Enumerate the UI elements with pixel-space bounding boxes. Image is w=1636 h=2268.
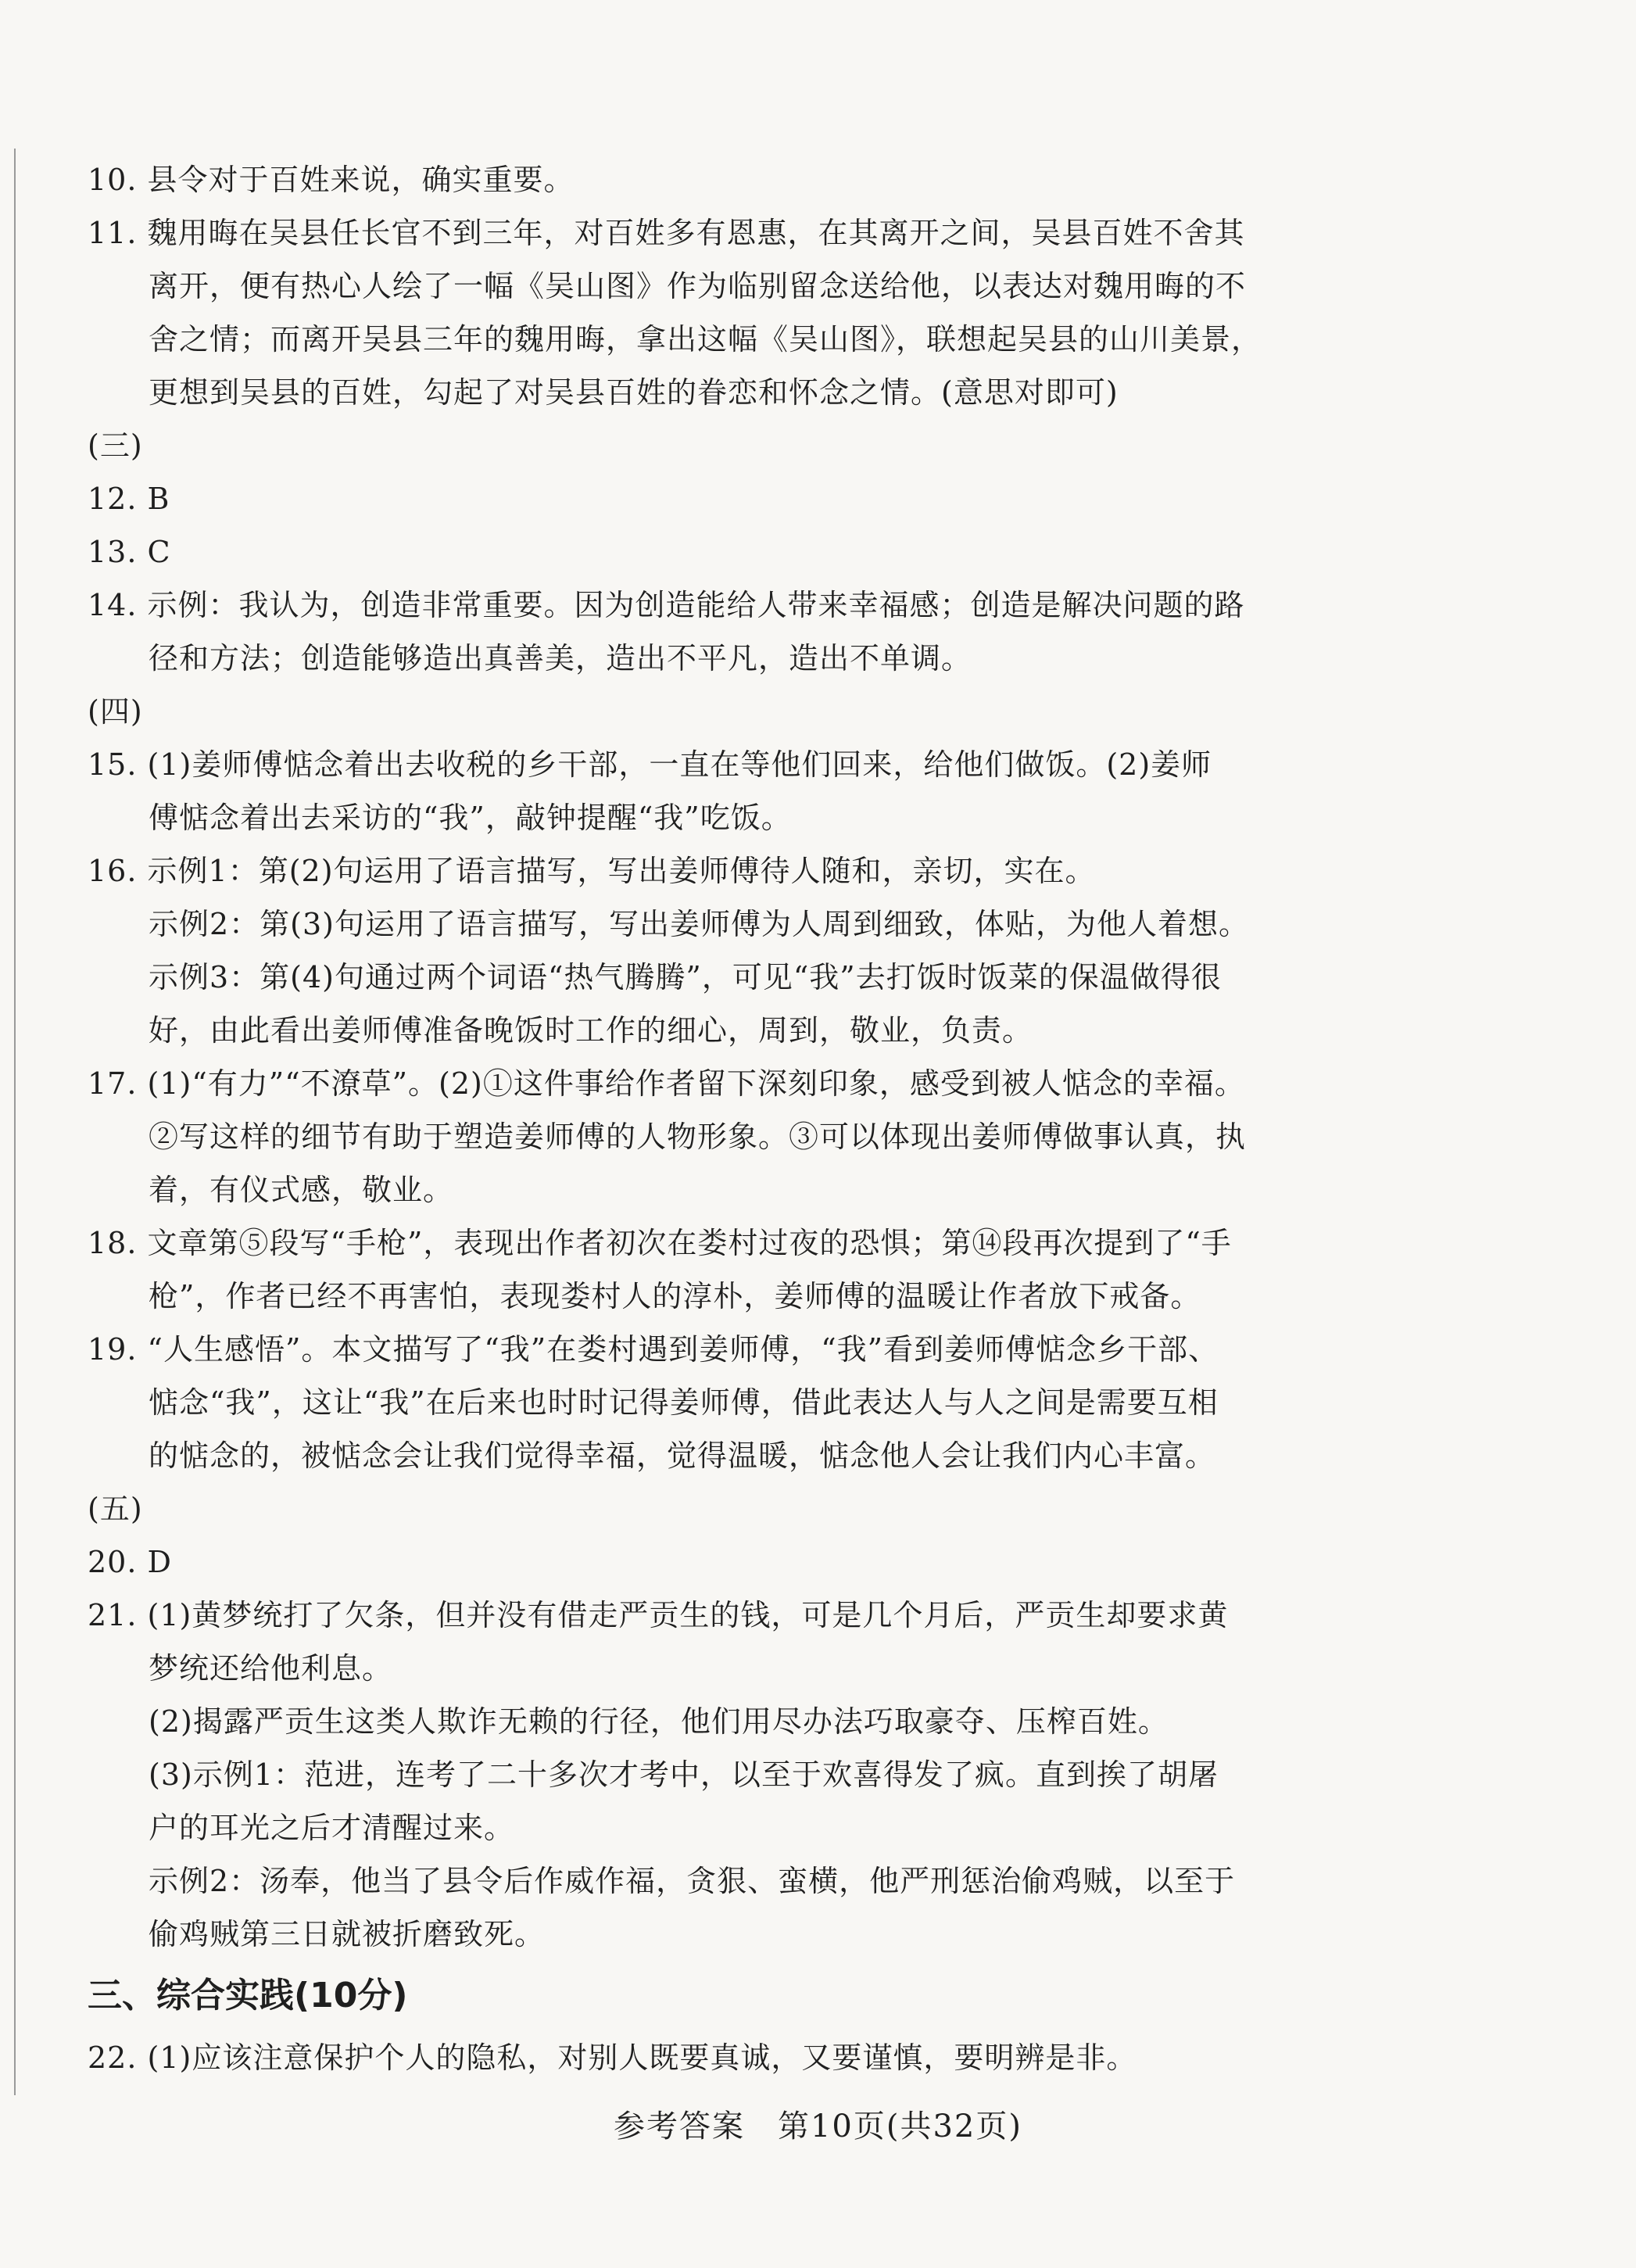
- section-marker-4: (四): [88, 694, 143, 729]
- answer-21-example-2: 示例2：汤奉，他当了县令后作威作福，贪狠、蛮横，他严刑惩治偷鸡贼，以至于: [149, 1864, 1236, 1898]
- answer-21-part-2: (2)揭露严贡生这类人欺诈无赖的行径，他们用尽办法巧取豪夺、压榨百姓。: [149, 1704, 1169, 1739]
- answer-18: 18. 文章第⑤段写“手枪”，表现出作者初次在娄村过夜的恐惧；第⑭段再次提到了“手: [88, 1226, 1232, 1260]
- answer-16-example-2: 示例2：第(3)句运用了语言描写，写出姜师傅为人周到细致，体贴，为他人着想。: [149, 907, 1250, 941]
- answer-17-cont: 着，有仪式感，敬业。: [149, 1173, 454, 1207]
- answer-17-cont: ②写这样的细节有助于塑造姜师傅的人物形象。③可以体现出姜师傅做事认真，执: [149, 1120, 1247, 1154]
- answer-21-part-3: (3)示例1：范进，连考了二十多次才考中，以至于欢喜得发了疯。直到挨了胡屠: [149, 1757, 1219, 1792]
- section-title-practice: 三、综合实践(10分): [88, 1976, 408, 2015]
- answer-19: 19. “人生感悟”。本文描写了“我”在娄村遇到姜师傅，“我”看到姜师傅惦念乡干部、: [88, 1332, 1219, 1367]
- answer-11-cont: 离开，便有热心人绘了一幅《吴山图》作为临别留念送给他，以表达对魏用晦的不: [149, 269, 1247, 303]
- answer-14: 14. 示例：我认为，创造非常重要。因为创造能给人带来幸福感；创造是解决问题的路: [88, 588, 1245, 622]
- page-footer: 参考答案 第10页(共32页): [613, 2109, 1022, 2144]
- answer-13: 13. C: [88, 535, 171, 569]
- answer-21: 21. (1)黄梦统打了欠条，但并没有借走严贡生的钱，可是几个月后，严贡生却要求黄: [88, 1598, 1229, 1632]
- answer-content: [88, 153, 1416, 2084]
- binding-margin-line: [14, 149, 16, 2095]
- answer-19-cont: 惦念“我”，这让“我”在后来也时时记得姜师傅，借此表达人与人之间是需要互相: [149, 1385, 1219, 1420]
- answer-12: 12. B: [88, 482, 170, 516]
- answer-21-cont: 梦统还给他利息。: [149, 1651, 393, 1686]
- answer-15-cont: 傅惦念着出去采访的“我”，敲钟提醒“我”吃饭。: [149, 801, 792, 835]
- answer-15: 15. (1)姜师傅惦念着出去收税的乡干部，一直在等他们回来，给他们做饭。(2)姜师: [88, 747, 1212, 782]
- answer-11-cont: 更想到吴县的百姓，勾起了对吴县百姓的眷恋和怀念之情。(意思对即可): [149, 375, 1119, 410]
- answer-11-cont: 舍之情；而离开吴县三年的魏用晦，拿出这幅《吴山图》，联想起吴县的山川美景，: [149, 322, 1262, 357]
- answer-14-cont: 径和方法；创造能够造出真善美，造出不平凡，造出不单调。: [149, 641, 972, 675]
- answer-17: 17. (1)“有力”“不潦草”。(2)①这件事给作者留下深刻印象，感受到被人惦念的幸福。: [88, 1066, 1245, 1101]
- answer-21-part-3-cont: 户的耳光之后才清醒过来。: [149, 1811, 515, 1845]
- section-marker-3: (三): [88, 428, 143, 463]
- answer-22: 22. (1)应该注意保护个人的隐私，对别人既要真诚，又要谨慎，要明辨是非。: [88, 2040, 1137, 2075]
- answer-18-cont: 枪”，作者已经不再害怕，表现娄村人的淳朴，姜师傅的温暖让作者放下戒备。: [149, 1279, 1201, 1313]
- answer-16-example-3: 示例3：第(4)句通过两个词语“热气腾腾”，可见“我”去打饭时饭菜的保温做得很: [149, 960, 1222, 994]
- answer-21-example-2-cont: 偷鸡贼第三日就被折磨致死。: [149, 1917, 546, 1951]
- answer-19-cont: 的惦念的，被惦念会让我们觉得幸福，觉得温暖，惦念他人会让我们内心丰富。: [149, 1439, 1216, 1473]
- answer-10: 10. 县令对于百姓来说，确实重要。: [88, 163, 575, 197]
- answer-20: 20. D: [88, 1545, 172, 1579]
- answer-11: 11. 魏用晦在吴县任长官不到三年，对百姓多有恩惠，在其离开之间，吴县百姓不舍其: [88, 216, 1245, 250]
- section-marker-5: (五): [88, 1492, 143, 1526]
- answer-16: 16. 示例1：第(2)句运用了语言描写，写出姜师傅待人随和，亲切，实在。: [88, 854, 1096, 888]
- answer-16-cont: 好，由此看出姜师傅准备晚饭时工作的细心，周到，敬业，负责。: [149, 1013, 1033, 1048]
